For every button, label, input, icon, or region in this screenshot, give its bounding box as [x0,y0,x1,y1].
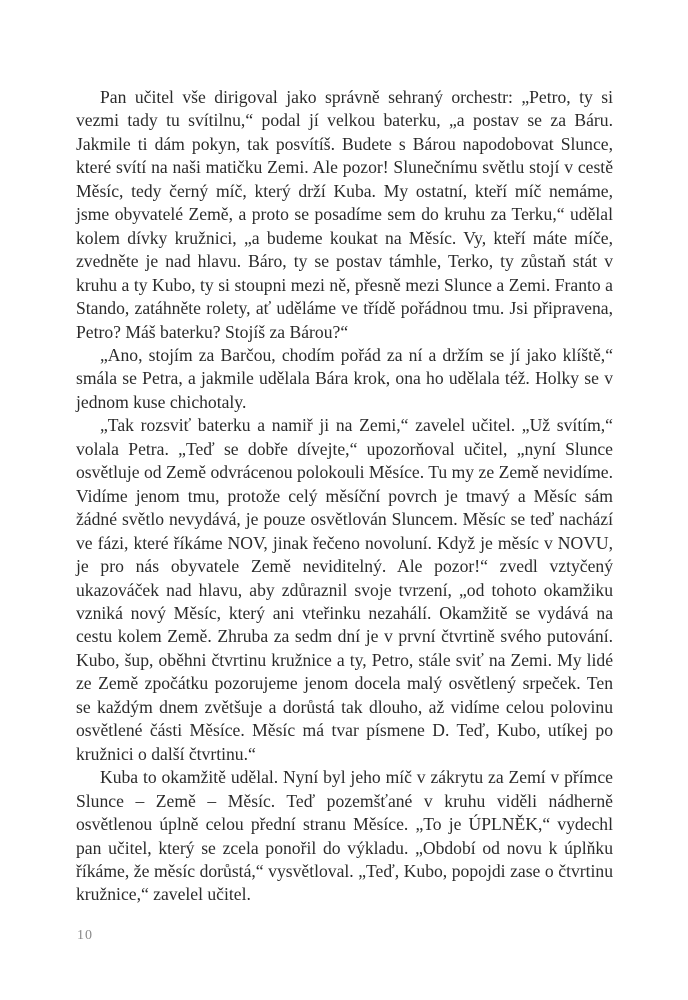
page-number: 10 [77,928,93,943]
paragraph: Pan učitel vše dirigoval jako správně sehraný orchestr: „Petro, ty si vezmi tady tu svítilnu,“ podal jí velkou baterku, „a postav se za Báru. Jakmile ti dám pokyn, tak posvítíš. Budete s Bárou napodobovat Slunce, které svítí na naši matičku Zemi. Ale pozor! Slunečnímu světlu stojí v cestě Měsíc, tedy černý míč, který drží Kuba. My ostatní, kteří míč nemáme, jsme obyvatelé Země, a proto se posadíme sem do kruhu za Terku,“ udělal kolem dívky kružnici, „a budeme koukat na Měsíc. Vy, kteří máte míče, zvedněte je nad hlavu. Báro, ty se postav támhle, Terko, ty zůstaň stát v kruhu a ty Kubo, ty si stoupni mezi ně, přesně mezi Slunce a Zemi. Franto a Stando, zatáhněte rolety, ať uděláme ve třídě pořádnou tmu. Jsi připravena, Petro? Máš baterku? Stojíš za Bárou?“ [76,87,613,342]
paragraph: „Tak rozsviť baterku a namiř ji na Zemi,“ zavelel učitel. „Už svítím,“ volala Petra. „Teď se dobře dívejte,“ upozorňoval učitel, „nyní Slunce osvětluje od Země odvrácenou polokouli Měsíce. Tu my ze Země nevidíme. Vidíme jenom tmu, protože celý měsíční povrch je tmavý a Měsíc sám žádné světlo nevydává, je pouze osvětlován Sluncem. Měsíc se teď nachází ve fázi, které říkáme NOV, jinak řečeno novoluní. Když je měsíc v NOVU, je pro nás obyvatele Země neviditelný. Ale pozor!“ zvedl vztyčený ukazováček nad hlavu, aby zdůraznil svoje tvrzení, „od tohoto okamžiku vzniká nový Měsíc, který ani vteřinku nezahálí. Okamžitě se vydává na cestu kolem Země. Zhruba za sedm dní je v první čtvrtině svého putování. Kubo, šup, oběhni čtvrtinu kružnice a ty, Petro, stále sviť na Zemi. My lidé ze Země zpočátku pozorujeme jenom docela malý osvětlený srpeček. Ten se každým dnem zvětšuje a dorůstá tak dlouho, až vidíme celou polovinu osvětlené části Měsíce. Měsíc má tvar písmene D. Teď, Kubo, utíkej po kružnici o další čtvrtinu.“ [76,415,613,764]
paragraph: Kuba to okamžitě udělal. Nyní byl jeho míč v zákrytu za Zemí v přímce Slunce – Země – Měsíc. Teď pozemšťané v kruhu viděli nádherně osvětlenou úplně celou přední stranu Měsíce. „To je ÚPLNĚK,“ vydechl pan učitel, který se zcela ponořil do výkladu. „Období od novu k úplňku říkáme, že měsíc dorůstá,“ vysvětloval. „Teď, Kubo, popojdi zase o čtvrtinu kružnice,“ zavelel učitel. [76,767,613,905]
paragraph: „Ano, stojím za Barčou, chodím pořád za ní a držím se jí jako klíště,“ smála se Petra, a jakmile udělala Bára krok, ona ho udělala též. Holky se v jednom kuse chichotaly. [76,344,613,412]
body-text [76,86,613,907]
